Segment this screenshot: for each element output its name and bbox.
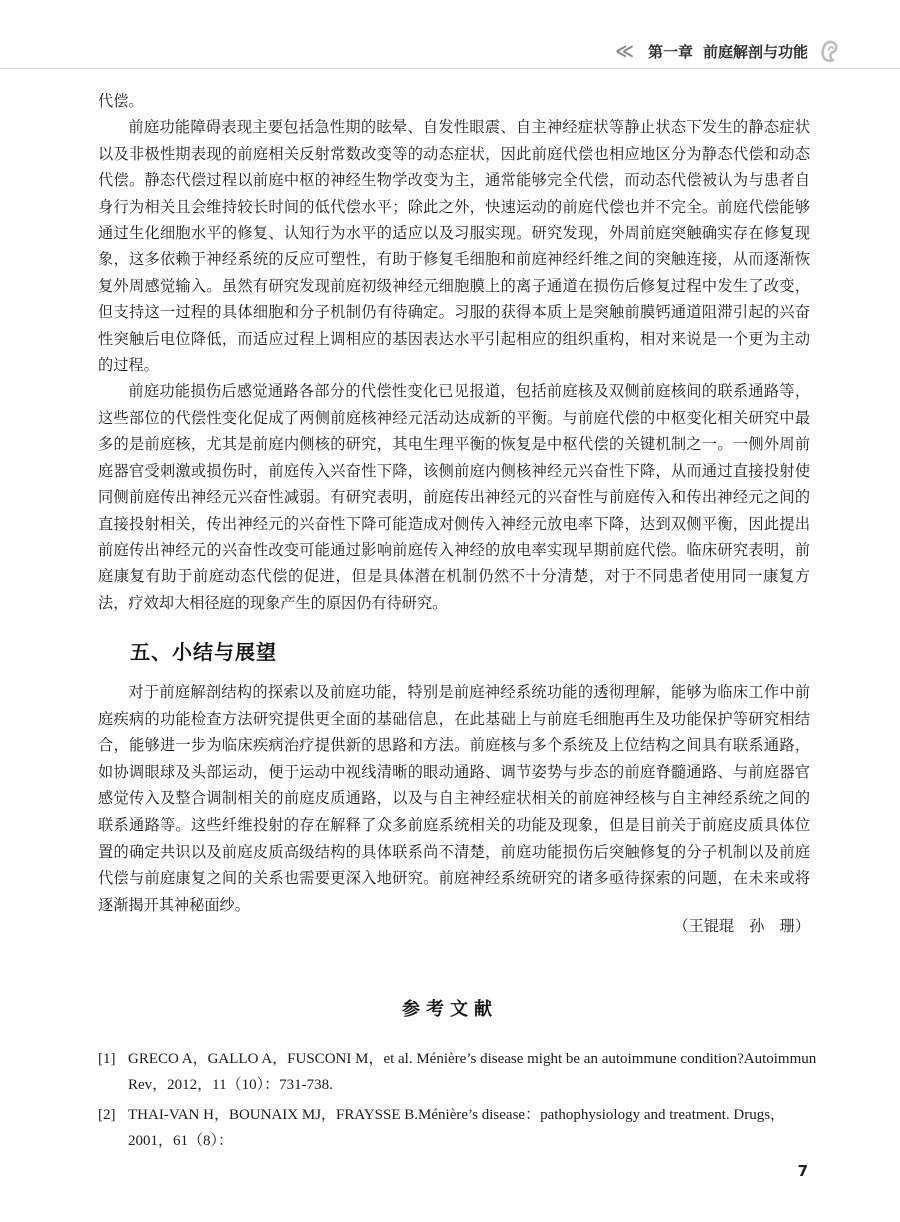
- chevron-left-icon: ≪: [615, 40, 630, 62]
- reference-number: [2]: [98, 1107, 116, 1123]
- section-heading: 五、小结与展望: [130, 640, 277, 664]
- paragraph: 前庭功能障碍表现主要包括急性期的眩晕、自发性眼震、自主神经症状等静止状态下发生的静态症状以及非极性期表现的前庭相关反射常数改变等的动态症状，因此前庭代偿也相应地区分为静态代偿和动态代偿。静态代偿过程以前庭中枢的神经生物学改变为主，通常能够完全代偿，而动态代偿被认为与患者自身行为相关且会维持较长时间的低代偿水平；除此之外，快速运动的前庭代偿也并不完全。前庭代偿能够通过生化细胞水平的修复、认知行为水平的适应以及习服实现。研究发现，外周前庭突触确实存在修复现象，这多依赖于神经系统的反应可塑性，有助于修复毛细胞和前庭神经纤维之间的突触连接，从而逐渐恢复外周感觉输入。虽然有研究发现前庭初级神经元细胞膜上的离子通道在损伤后修复过程中发生了改变，但支持这一过程的具体细胞和分子机制仍有待确定。习服的获得本质上是突触前膜钙通道阻滞引起的兴奋性突触后电位降低，而适应过程上调相应的基因表达水平引起相应的组织重构，相对来说是一个更为主动的过程。: [98, 118, 810, 375]
- ear-icon: [818, 38, 840, 64]
- paragraph: 代偿。: [98, 92, 144, 110]
- paragraph: 对于前庭解剖结构的探索以及前庭功能，特别是前庭神经系统功能的透彻理解，能够为临床工作中前庭疾病的功能检查方法研究提供更全面的基础信息，在此基础上与前庭毛细胞再生及功能保护等研究相结合，能够进一步为临床疾病治疗提供新的思路和方法。前庭核与多个系统及上位结构之间具有联系通路，如协调眼球及头部运动，便于运动中视线清晰的眼动通路、调节姿势与步态的前庭脊髓通路、与前庭器官感觉传入及整合调制相关的前庭皮质通路，以及与自主神经症状相关的前庭神经核与自主神经系统之间的联系通路等。这些纤维投射的存在解释了众多前庭系统相关的功能及现象，但是目前关于前庭皮质具体位置的确定共识以及前庭皮质高级结构的具体联系尚不清楚，前庭功能损伤后突触修复的分子机制以及前庭代偿与前庭康复之间的关系也需要更深入地研究。前庭神经系统研究的诸多亟待探索的问题，在未来或将逐渐揭开其神秘面纱。: [98, 683, 810, 914]
- references-heading: 参考文献: [402, 999, 498, 1020]
- reference-text: GRECO A，GALLO A，FUSCONI M，et al. Ménière’s disease might be an autoimmune condition?Autoimmun Rev，2012，11（10）：731-738.: [128, 1051, 817, 1093]
- author-credit: （王锟琨 孙 珊）: [673, 917, 810, 935]
- reference-item: [98, 1102, 820, 1154]
- reference-item: [98, 1046, 820, 1098]
- section-body: [98, 679, 810, 918]
- body-text: [98, 88, 810, 616]
- chapter-label: 第一章: [647, 42, 693, 61]
- reference-text: THAI-VAN H，BOUNAIX MJ，FRAYSSE B.Ménière’s disease：pathophysiology and treatment. Drugs，2001，61（8）：: [128, 1107, 786, 1149]
- reference-number: [1]: [98, 1051, 116, 1067]
- chapter-title: 前庭解剖与功能: [702, 42, 808, 61]
- header-divider: [0, 68, 900, 69]
- paragraph: 前庭功能损伤后感觉通路各部分的代偿性变化已见报道，包括前庭核及双侧前庭核间的联系通路等，这些部位的代偿性变化促成了两侧前庭核神经元活动达成新的平衡。与前庭代偿的中枢变化相关研究中最多的是前庭核，尤其是前庭内侧核的研究，其电生理平衡的恢复是中枢代偿的关键机制之一。一侧外周前庭器官受刺激或损伤时，前庭传入兴奋性下降，该侧前庭内侧核神经元兴奋性下降，从而通过直接投射使同侧前庭传出神经元兴奋性减弱。有研究表明，前庭传出神经元的兴奋性与前庭传入和传出神经元之间的直接投射相关，传出神经元的兴奋性下降可能造成对侧传入神经元放电率下降，达到双侧平衡，因此提出前庭传出神经元的兴奋性改变可能通过影响前庭传入神经的放电率实现早期前庭代偿。临床研究表明，前庭康复有助于前庭动态代偿的促进，但是具体潜在机制仍然不十分清楚，对于不同患者使用同一康复方法，疗效却大相径庭的现象产生的原因仍有待研究。: [98, 382, 810, 612]
- reference-list: [98, 1046, 820, 1158]
- page-number: 7: [797, 1162, 808, 1180]
- running-header: [615, 38, 840, 64]
